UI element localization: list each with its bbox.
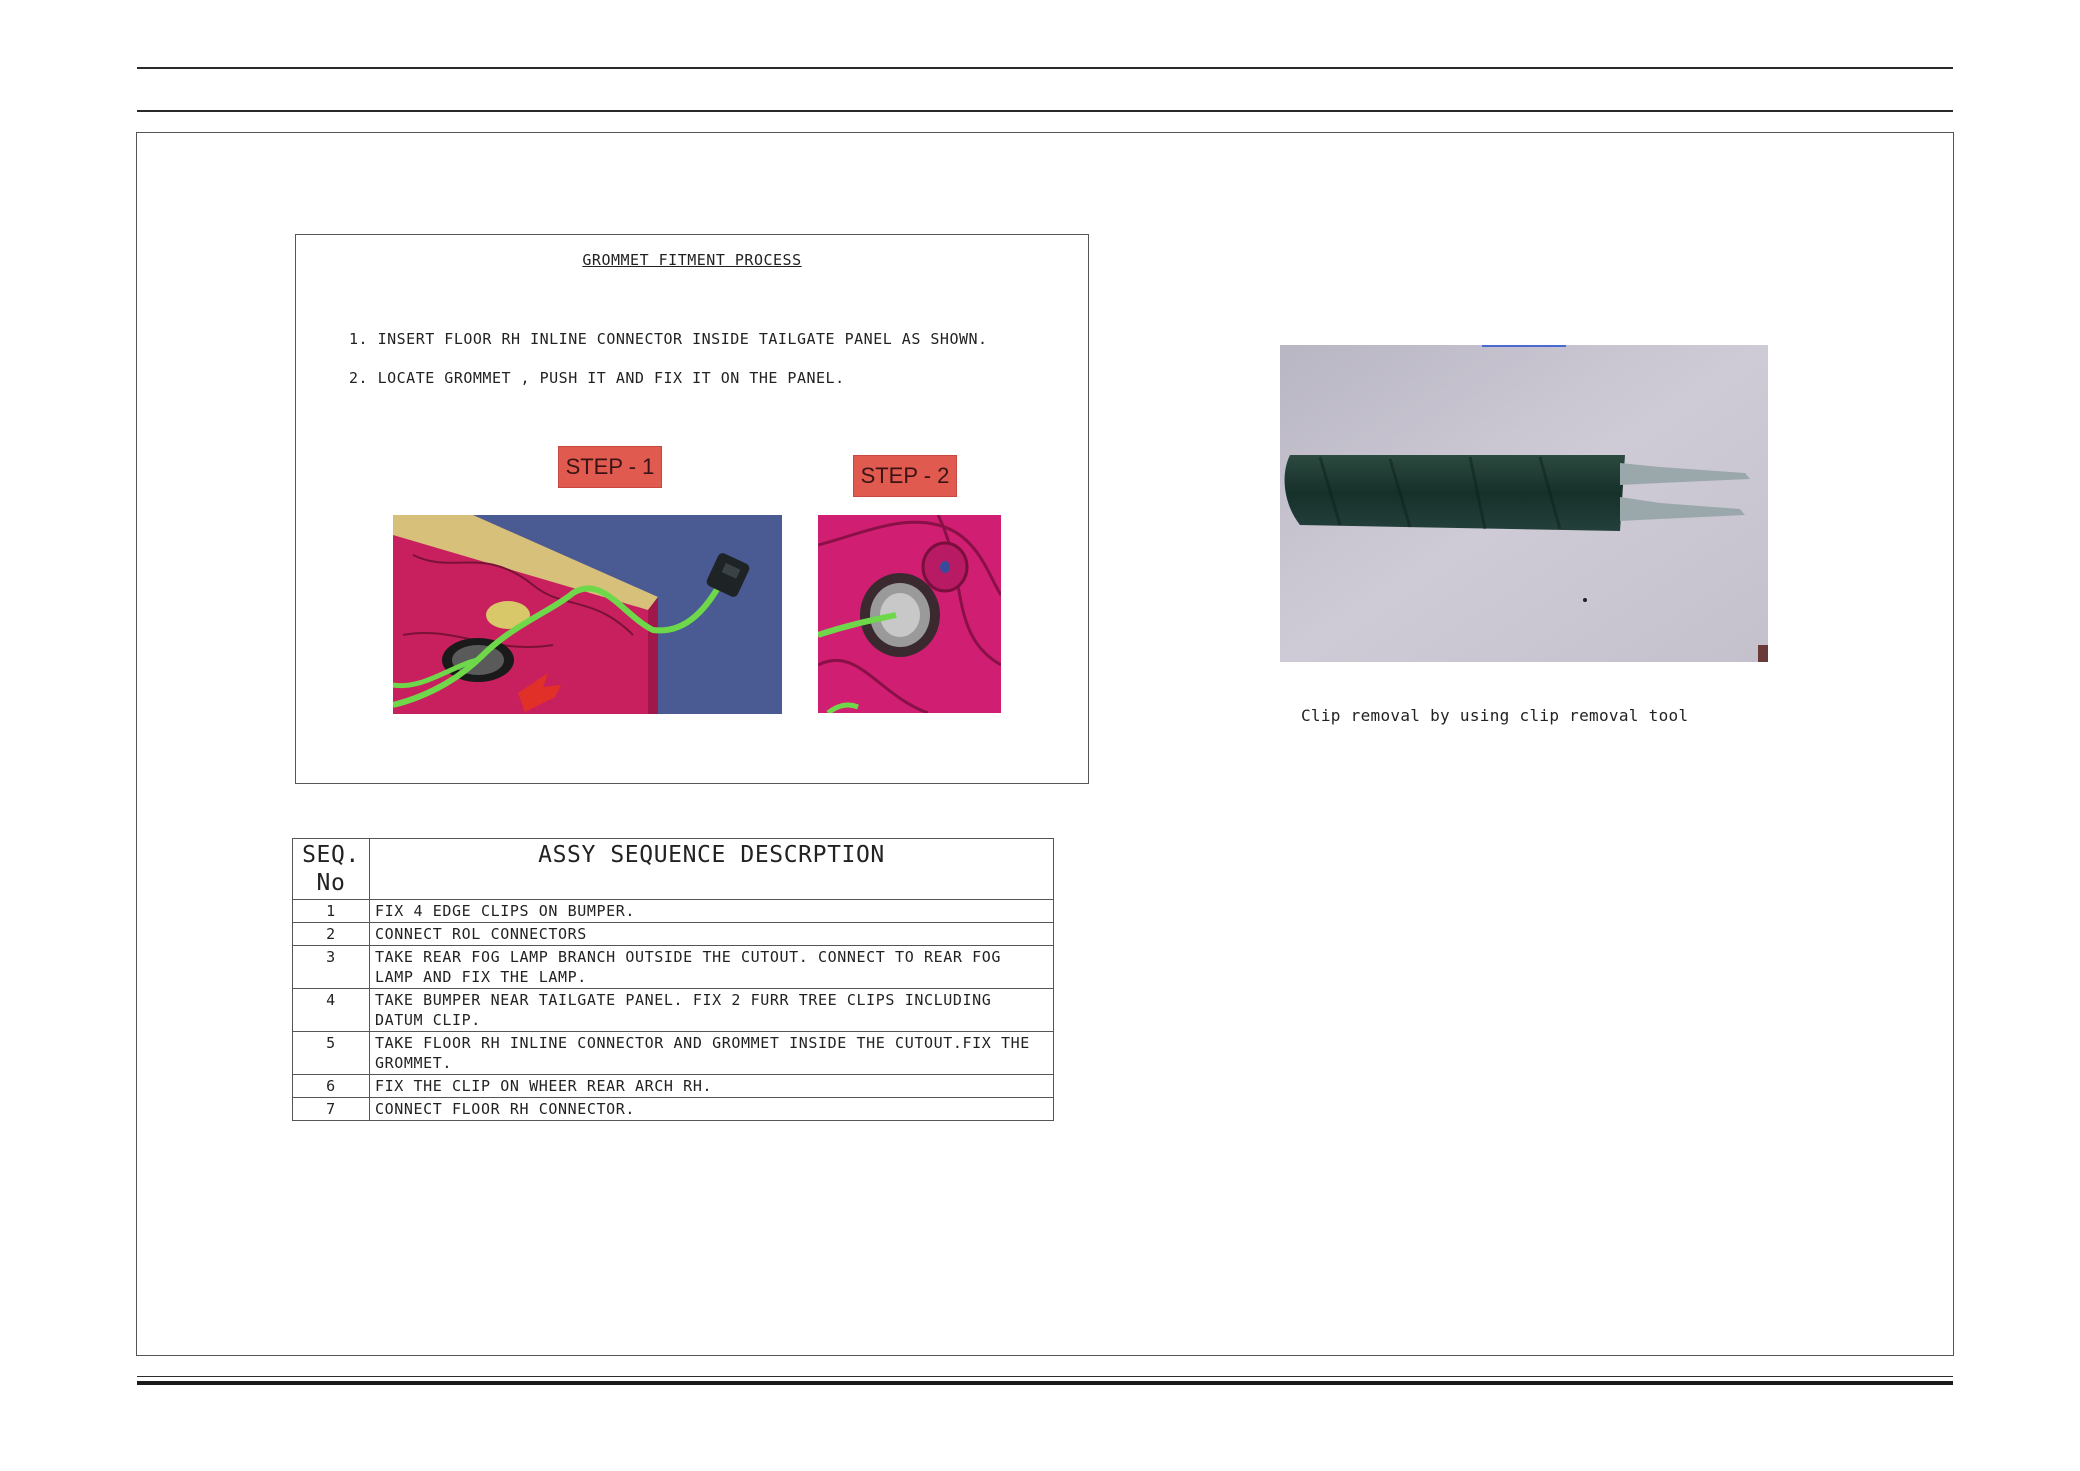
bottom-thin-rule — [137, 1376, 1953, 1377]
instruction-2: 2. LOCATE GROMMET , PUSH IT AND FIX IT ON THE PANEL. — [349, 369, 845, 387]
clip-removal-tool-photo — [1280, 345, 1768, 662]
table-row — [293, 1098, 1054, 1121]
table-row — [293, 923, 1054, 946]
tool-caption: Clip removal by using clip removal tool — [1301, 706, 1689, 725]
table-row — [293, 1032, 1054, 1075]
step-2-badge: STEP - 2 — [853, 455, 957, 497]
seq-number: 1 — [293, 900, 370, 923]
panel-title: GROMMET FITMENT PROCESS — [582, 251, 802, 269]
seq-description: FIX THE CLIP ON WHEER REAR ARCH RH. — [370, 1075, 1054, 1098]
bottom-thick-rule — [137, 1381, 1953, 1385]
seq-description: TAKE FLOOR RH INLINE CONNECTOR AND GROMMET INSIDE THE CUTOUT.FIX THE GROMMET. — [370, 1032, 1054, 1075]
step-1-badge: STEP - 1 — [558, 446, 662, 488]
grommet-fitment-panel — [295, 234, 1089, 784]
description-header: ASSY SEQUENCE DESCRPTION — [370, 839, 1054, 900]
table-row — [293, 989, 1054, 1032]
table-row — [293, 946, 1054, 989]
seq-description: TAKE BUMPER NEAR TAILGATE PANEL. FIX 2 FURR TREE CLIPS INCLUDING DATUM CLIP. — [370, 989, 1054, 1032]
seq-no-header: SEQ. No — [293, 839, 370, 900]
table-header-row — [293, 839, 1054, 900]
step-1-image — [393, 515, 782, 714]
instruction-1: 1. INSERT FLOOR RH INLINE CONNECTOR INSIDE TAILGATE PANEL AS SHOWN. — [349, 330, 988, 348]
table-row — [293, 900, 1054, 923]
seq-number: 6 — [293, 1075, 370, 1098]
step-2-image — [818, 515, 1001, 713]
assy-sequence-table — [292, 838, 1054, 1121]
seq-number: 7 — [293, 1098, 370, 1121]
seq-description: TAKE REAR FOG LAMP BRANCH OUTSIDE THE CUTOUT. CONNECT TO REAR FOG LAMP AND FIX THE LAMP. — [370, 946, 1054, 989]
seq-description: FIX 4 EDGE CLIPS ON BUMPER. — [370, 900, 1054, 923]
table-row — [293, 1075, 1054, 1098]
seq-number: 3 — [293, 946, 370, 989]
header-rule — [137, 110, 1953, 112]
seq-number: 4 — [293, 989, 370, 1032]
seq-number: 2 — [293, 923, 370, 946]
seq-description: CONNECT FLOOR RH CONNECTOR. — [370, 1098, 1054, 1121]
seq-description: CONNECT ROL CONNECTORS — [370, 923, 1054, 946]
seq-number: 5 — [293, 1032, 370, 1075]
top-rule — [137, 67, 1953, 69]
